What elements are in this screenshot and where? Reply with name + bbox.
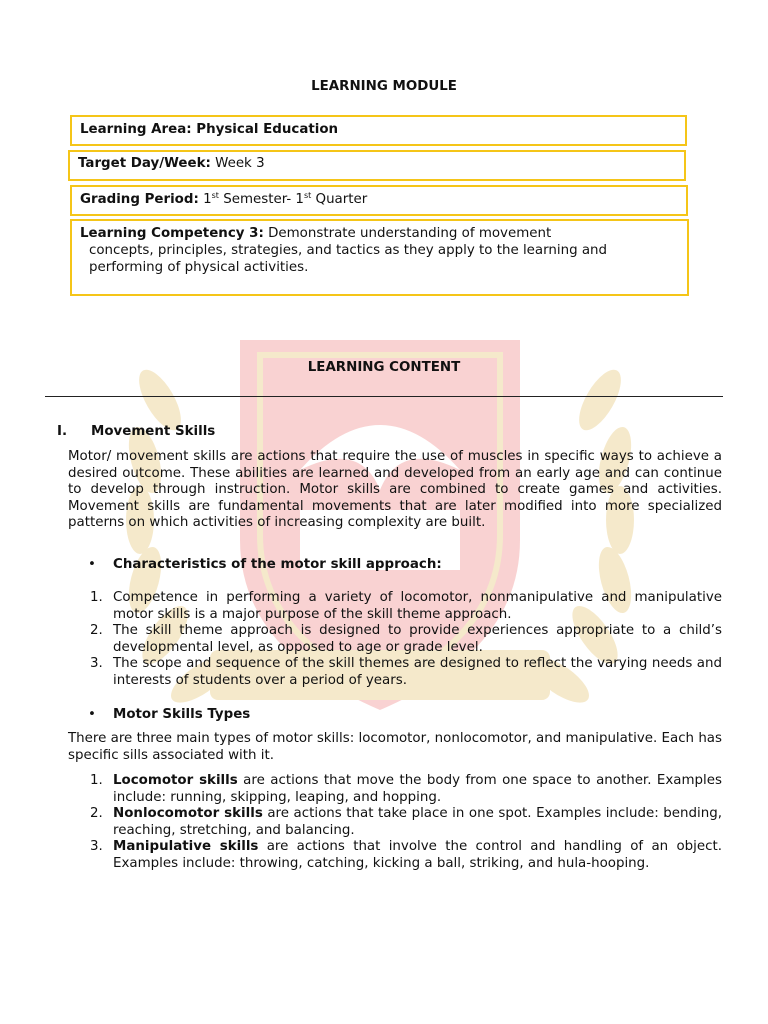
target-week-box: [68, 150, 686, 181]
list-item: 1. Competence in performing a variety of locomotor, nonmanipulative and manipulative motor skills is a major purpose of the skill theme approach.: [90, 590, 722, 622]
list-item: 1. Locomotor skills are actions that move the body from one space to another. Examples include: running, skipping, leaping, and hopping.: [90, 773, 722, 805]
grading-period-value: 1st Semester- 1st Quarter: [203, 191, 368, 207]
list-item: 2. Nonlocomotor skills are actions that take place in one spot. Examples include: bending, reaching, stretching, and balancing.: [90, 806, 722, 838]
intro-paragraph: Motor/ movement skills are actions that require the use of muscles in specific ways to achieve a desired outcome. These abilities are learned and developed from an early age and can continue to develop through instruction. Motor skills are combined to create games and activities. Movement skills are fundamental movements that are later modified into more specialized patterns on which activities of increasing complexity are built.: [68, 449, 722, 531]
list-item: 2. The skill theme approach is designed to provide experiences appropriate to a child’s developmental level, as opposed to age or grade level.: [90, 623, 722, 655]
bullet-characteristics-text: Characteristics of the motor skill approach:: [113, 557, 442, 572]
list-item: 3. The scope and sequence of the skill themes are designed to reflect the varying needs and interests of students over a period of years.: [90, 656, 722, 688]
learning-area-text: Learning Area: Physical Education: [80, 122, 339, 137]
bullet-types-text: Motor Skills Types: [113, 707, 251, 722]
bullet-motor-skills-types: [88, 706, 250, 723]
target-week-label: Target Day/Week:: [78, 156, 211, 171]
divider: [45, 396, 723, 397]
list-item: 3. Manipulative skills are actions that involve the control and handling of an object. Examples include: throwing, catching, kicking a ball, striking, and hula-hooping.: [90, 839, 722, 871]
competency-text-rest: concepts, principles, strategies, and tactics as they apply to the learning and performing of physical activities.: [89, 243, 608, 275]
characteristics-list: [90, 590, 722, 690]
grading-period-box: [70, 185, 688, 216]
section-heading: [57, 424, 215, 439]
types-list: [90, 773, 722, 873]
bullet-characteristics: [88, 556, 442, 573]
learning-competency-box: [70, 219, 689, 296]
learning-content-title: LEARNING CONTENT: [307, 360, 461, 375]
section-title: Movement Skills: [91, 424, 216, 439]
types-intro-paragraph: There are three main types of motor skills: locomotor, nonlocomotor, and manipulative. Each has specific sills associated with it.: [68, 731, 722, 763]
competency-label: Learning Competency 3:: [80, 226, 264, 241]
bullet-dot-icon: •: [88, 557, 96, 572]
page-title: LEARNING MODULE: [311, 79, 457, 94]
target-week-value: Week 3: [215, 156, 265, 171]
grading-period-label: Grading Period:: [80, 192, 199, 207]
bullet-dot-icon: •: [88, 707, 96, 722]
section-number: I.: [57, 424, 68, 439]
competency-text-first: Demonstrate understanding of movement: [268, 226, 552, 241]
learning-area-box: [70, 115, 687, 146]
